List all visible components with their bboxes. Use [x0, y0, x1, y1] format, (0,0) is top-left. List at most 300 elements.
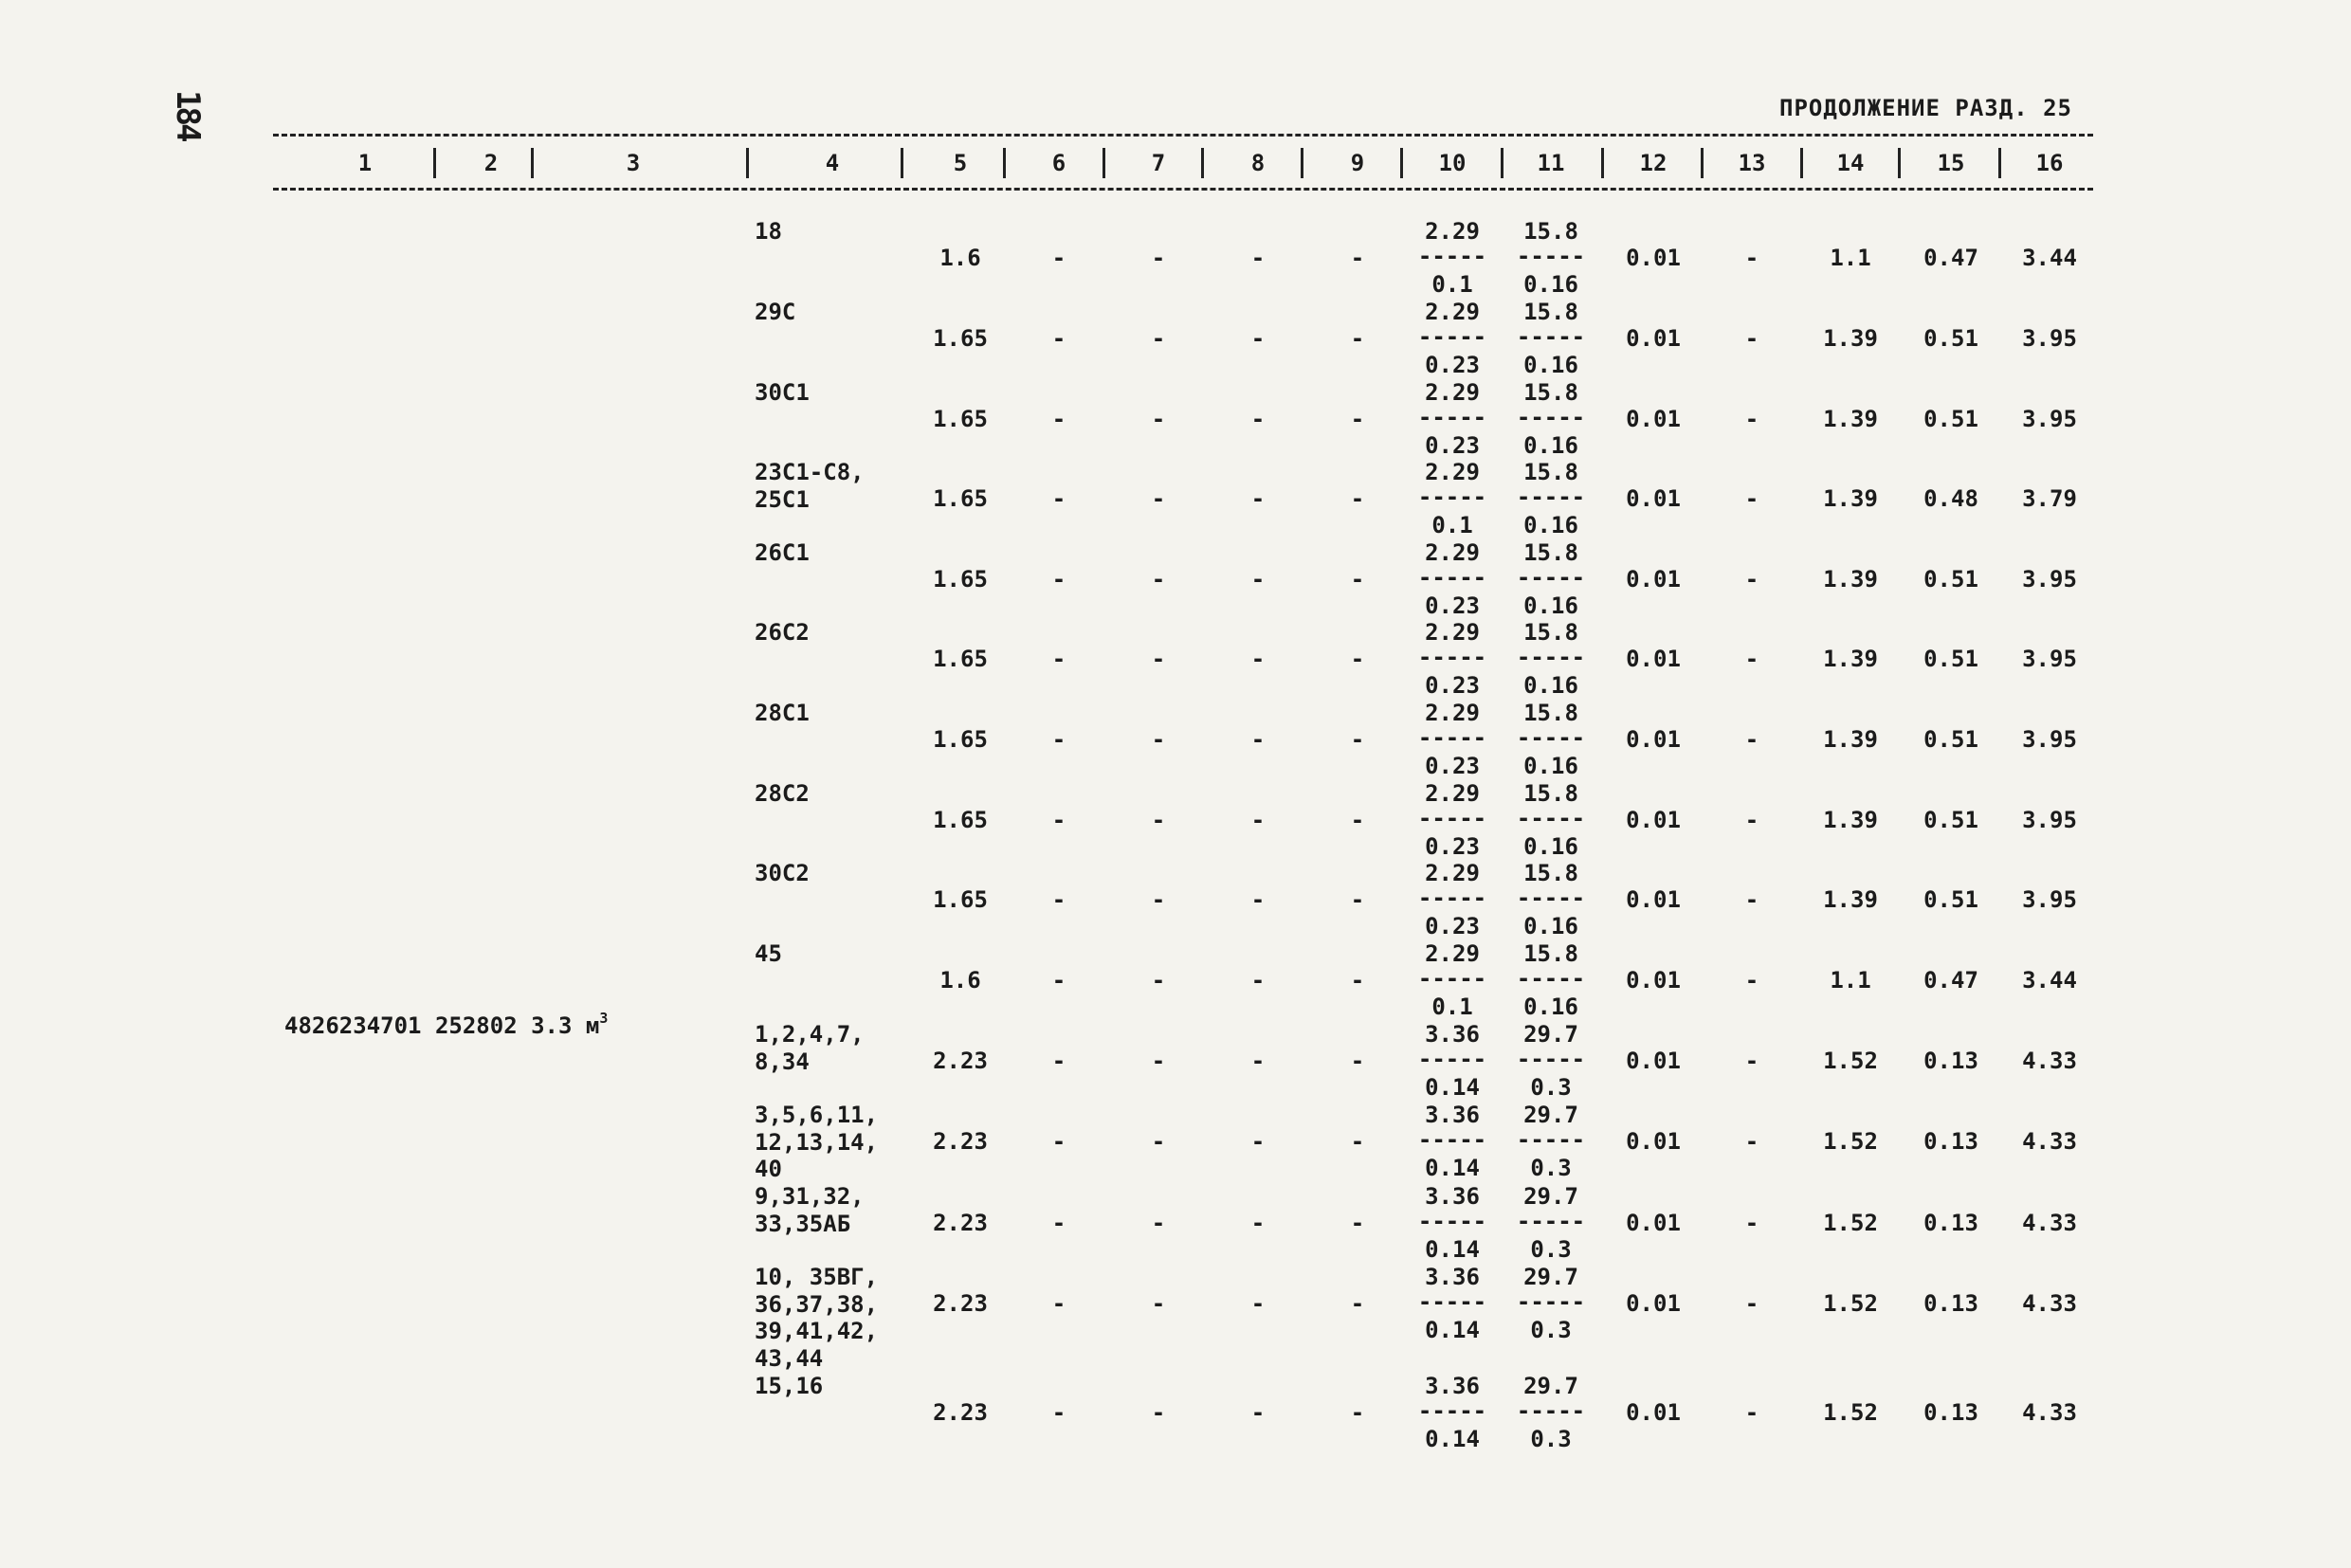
column-separator	[1998, 148, 2001, 178]
column-header-12: 12	[1639, 150, 1668, 176]
cell-col4: 1,2,4,7,	[755, 1021, 865, 1048]
cell-col15: 0.51	[1923, 646, 1978, 672]
cell-col5: 2.23	[933, 1399, 988, 1426]
column-separator	[433, 148, 436, 178]
cell-dash: -	[1250, 967, 1266, 994]
cell-col16: 4.33	[2022, 1399, 2077, 1426]
cell-col11-numerator: 15.8	[1523, 700, 1578, 726]
cell-col11-numerator: 15.8	[1523, 218, 1578, 245]
cell-col15: 0.51	[1923, 726, 1978, 753]
cell-col15: 0.13	[1923, 1399, 1978, 1426]
cell-col4: 3,5,6,11,	[755, 1102, 879, 1128]
cell-col16: 3.95	[2022, 406, 2077, 432]
cell-col10-denominator: 0.1	[1431, 271, 1473, 298]
column-separator	[1701, 148, 1704, 178]
cell-dash: -	[1350, 807, 1365, 833]
cell-dash: -	[1151, 1399, 1166, 1426]
cell-dash: -	[1350, 1399, 1365, 1426]
column-header-15: 15	[1937, 150, 1965, 176]
cell-col14: 1.1	[1830, 967, 1871, 994]
cell-col10-numerator: 2.29	[1425, 940, 1480, 967]
cell-col13: -	[1744, 1399, 1759, 1426]
cell-col4: 15,16	[755, 1373, 824, 1399]
cell-col12: 0.01	[1626, 1210, 1681, 1236]
cell-dash: -	[1250, 1128, 1266, 1155]
cell-dash: -	[1151, 406, 1166, 432]
cell-dash: -	[1151, 886, 1166, 913]
cell-col4: 12,13,14,	[755, 1128, 879, 1156]
column-separator	[1601, 148, 1604, 178]
cell-col13: -	[1744, 1048, 1759, 1074]
cell-col5: 1.65	[933, 807, 988, 833]
cell-col16: 3.95	[2022, 325, 2077, 352]
cell-col14: 1.39	[1823, 646, 1878, 672]
column-header-5: 5	[953, 150, 968, 176]
cell-col11-denominator: 0.3	[1530, 1074, 1572, 1101]
cell-col4: 18	[755, 218, 782, 245]
column-header-2: 2	[483, 150, 499, 176]
cell-col4: 40	[755, 1156, 782, 1182]
cell-col11-denominator: 0.16	[1523, 271, 1578, 298]
cell-col12: 0.01	[1626, 1128, 1681, 1155]
cell-col13: -	[1744, 886, 1759, 913]
cell-col11-numerator: 29.7	[1523, 1264, 1578, 1290]
fraction-line: -----	[1417, 805, 1487, 831]
cell-col10-numerator: 2.29	[1425, 539, 1480, 566]
cell-col4: 30С2	[755, 860, 810, 886]
cell-col10-numerator: 2.29	[1425, 218, 1480, 245]
cell-col12: 0.01	[1626, 485, 1681, 512]
cell-dash: -	[1051, 807, 1066, 833]
cell-col5: 1.65	[933, 726, 988, 753]
cell-col10-denominator: 0.14	[1425, 1317, 1480, 1343]
cell-col13: -	[1744, 1210, 1759, 1236]
cell-col10-numerator: 2.29	[1425, 459, 1480, 485]
cell-col15: 0.13	[1923, 1210, 1978, 1236]
column-header-16: 16	[2035, 150, 2064, 176]
fraction-line: -----	[1417, 1208, 1487, 1234]
cell-col4: 45	[755, 940, 782, 967]
fraction-line: -----	[1516, 483, 1586, 510]
cell-col10-denominator: 0.1	[1431, 512, 1473, 538]
column-separator	[1400, 148, 1403, 178]
cell-col13: -	[1744, 406, 1759, 432]
fraction-line: -----	[1417, 1046, 1487, 1072]
cell-col10-denominator: 0.14	[1425, 1074, 1480, 1101]
cell-col14: 1.39	[1823, 726, 1878, 753]
cell-col16: 3.95	[2022, 726, 2077, 753]
cell-col13: -	[1744, 1290, 1759, 1317]
cell-col15: 0.13	[1923, 1290, 1978, 1317]
cell-col16: 3.95	[2022, 807, 2077, 833]
column-header-13: 13	[1738, 150, 1766, 176]
cell-col11-denominator: 0.3	[1530, 1236, 1572, 1263]
column-header-10: 10	[1438, 150, 1467, 176]
cell-dash: -	[1350, 245, 1365, 271]
column-header-14: 14	[1836, 150, 1865, 176]
cell-col10-denominator: 0.23	[1425, 753, 1480, 779]
fraction-line: -----	[1417, 404, 1487, 430]
cell-col14: 1.39	[1823, 485, 1878, 512]
cell-dash: -	[1350, 886, 1365, 913]
cell-col12: 0.01	[1626, 566, 1681, 593]
column-header-4: 4	[825, 150, 840, 176]
cell-col10-numerator: 3.36	[1425, 1021, 1480, 1048]
column-header-9: 9	[1350, 150, 1365, 176]
cell-dash: -	[1151, 1290, 1166, 1317]
cell-col11-numerator: 15.8	[1523, 299, 1578, 325]
cell-col15: 0.48	[1923, 485, 1978, 512]
cell-dash: -	[1151, 646, 1166, 672]
cell-col12: 0.01	[1626, 325, 1681, 352]
cell-col5: 1.65	[933, 325, 988, 352]
cell-dash: -	[1051, 566, 1066, 593]
cell-dash: -	[1151, 1128, 1166, 1155]
cell-col12: 0.01	[1626, 886, 1681, 913]
cell-col15: 0.51	[1923, 325, 1978, 352]
cell-dash: -	[1350, 967, 1365, 994]
cell-col4: 36,37,38,	[755, 1290, 879, 1318]
cell-col4: 23С1-С8,	[755, 459, 865, 485]
cell-col16: 3.95	[2022, 646, 2077, 672]
fraction-line: -----	[1516, 1126, 1586, 1153]
cell-col10-numerator: 2.29	[1425, 619, 1480, 646]
cell-col4: 30С1	[755, 379, 810, 406]
header-rule-top	[273, 134, 2093, 137]
page-number: 184	[169, 90, 207, 140]
cell-dash: -	[1051, 1290, 1066, 1317]
cell-col12: 0.01	[1626, 967, 1681, 994]
cell-col11-numerator: 29.7	[1523, 1021, 1578, 1048]
cell-col11-numerator: 29.7	[1523, 1102, 1578, 1128]
cell-col13: -	[1744, 566, 1759, 593]
cell-col10-numerator: 2.29	[1425, 700, 1480, 726]
cell-dash: -	[1051, 1399, 1066, 1426]
cell-col12: 0.01	[1626, 1048, 1681, 1074]
cell-col4: 29С	[755, 299, 796, 325]
cell-dash: -	[1151, 485, 1166, 512]
cell-col14: 1.52	[1823, 1399, 1878, 1426]
cell-col16: 3.79	[2022, 485, 2077, 512]
cell-col15: 0.51	[1923, 406, 1978, 432]
cell-dash: -	[1151, 325, 1166, 352]
cell-col5: 2.23	[933, 1210, 988, 1236]
cell-col12: 0.01	[1626, 807, 1681, 833]
cell-dash: -	[1250, 886, 1266, 913]
column-header-1: 1	[357, 150, 373, 176]
cell-col13: -	[1744, 726, 1759, 753]
cell-col11-numerator: 15.8	[1523, 379, 1578, 406]
fraction-line: -----	[1516, 1397, 1586, 1424]
fraction-line: -----	[1516, 965, 1586, 992]
cell-col4: 25С1	[755, 485, 810, 513]
cell-col13: -	[1744, 325, 1759, 352]
cell-col11-denominator: 0.16	[1523, 994, 1578, 1020]
cell-dash: -	[1350, 566, 1365, 593]
column-header-11: 11	[1537, 150, 1565, 176]
cell-col14: 1.52	[1823, 1048, 1878, 1074]
cell-dash: -	[1051, 245, 1066, 271]
cell-col16: 4.33	[2022, 1128, 2077, 1155]
fraction-line: -----	[1516, 564, 1586, 591]
cell-col5: 1.6	[939, 967, 981, 994]
cell-col11-denominator: 0.16	[1523, 512, 1578, 538]
cell-dash: -	[1051, 1210, 1066, 1236]
fraction-line: -----	[1417, 564, 1487, 591]
cell-col10-denominator: 0.23	[1425, 352, 1480, 378]
column-separator	[1301, 148, 1303, 178]
cell-dash: -	[1151, 1210, 1166, 1236]
cell-col12: 0.01	[1626, 646, 1681, 672]
cell-col14: 1.1	[1830, 245, 1871, 271]
cell-dash: -	[1350, 1210, 1365, 1236]
cell-col13: -	[1744, 1128, 1759, 1155]
cell-dash: -	[1151, 566, 1166, 593]
cell-col13: -	[1744, 967, 1759, 994]
cell-col16: 3.44	[2022, 245, 2077, 271]
column-separator	[1003, 148, 1006, 178]
cell-col5: 2.23	[933, 1290, 988, 1317]
fraction-line: -----	[1417, 644, 1487, 670]
cell-dash: -	[1051, 485, 1066, 512]
cell-col11-denominator: 0.16	[1523, 672, 1578, 699]
cell-col5: 1.65	[933, 566, 988, 593]
cell-col10-numerator: 2.29	[1425, 379, 1480, 406]
cell-dash: -	[1350, 726, 1365, 753]
cell-col5: 1.6	[939, 245, 981, 271]
cell-col11-numerator: 15.8	[1523, 780, 1578, 807]
cell-col12: 0.01	[1626, 1290, 1681, 1317]
cell-col14: 1.52	[1823, 1290, 1878, 1317]
cell-col12: 0.01	[1626, 1399, 1681, 1426]
cell-col13: -	[1744, 807, 1759, 833]
cell-col11-numerator: 15.8	[1523, 619, 1578, 646]
cell-col13: -	[1744, 245, 1759, 271]
cell-col10-denominator: 0.23	[1425, 833, 1480, 860]
header-rule-bottom	[273, 188, 2093, 191]
cell-col10-numerator: 2.29	[1425, 860, 1480, 886]
cell-col16: 4.33	[2022, 1210, 2077, 1236]
cell-col11-denominator: 0.3	[1530, 1317, 1572, 1343]
cell-dash: -	[1151, 967, 1166, 994]
column-separator	[1103, 148, 1105, 178]
cell-col16: 3.95	[2022, 566, 2077, 593]
cell-col11-denominator: 0.16	[1523, 753, 1578, 779]
cell-dash: -	[1250, 646, 1266, 672]
cell-col10-numerator: 3.36	[1425, 1373, 1480, 1399]
item-code: 4826234701 252802 3.3 $м^3$	[284, 1010, 609, 1039]
cell-col4: 26С2	[755, 619, 810, 646]
fraction-line: -----	[1417, 1397, 1487, 1424]
cell-dash: -	[1250, 566, 1266, 593]
cell-col15: 0.51	[1923, 886, 1978, 913]
cell-col14: 1.39	[1823, 566, 1878, 593]
cell-col5: 1.65	[933, 646, 988, 672]
cell-col4: 33,35АБ	[755, 1210, 851, 1237]
cell-dash: -	[1350, 485, 1365, 512]
cell-dash: -	[1151, 807, 1166, 833]
cell-col14: 1.52	[1823, 1128, 1878, 1155]
cell-dash: -	[1250, 726, 1266, 753]
cell-dash: -	[1250, 1210, 1266, 1236]
cell-col14: 1.39	[1823, 886, 1878, 913]
fraction-line: -----	[1417, 1288, 1487, 1315]
cell-dash: -	[1250, 1290, 1266, 1317]
cell-col10-denominator: 0.14	[1425, 1426, 1480, 1452]
cell-dash: -	[1350, 646, 1365, 672]
unit-superscript: 3	[599, 1010, 609, 1027]
cell-col15: 0.47	[1923, 245, 1978, 271]
cell-dash: -	[1051, 406, 1066, 432]
fraction-line: -----	[1516, 243, 1586, 269]
cell-col10-numerator: 2.29	[1425, 780, 1480, 807]
cell-col10-denominator: 0.23	[1425, 432, 1480, 459]
column-separator	[746, 148, 749, 178]
cell-dash: -	[1250, 406, 1266, 432]
cell-col15: 0.51	[1923, 807, 1978, 833]
cell-col4: 10, 35ВГ,	[755, 1264, 879, 1290]
cell-dash: -	[1350, 1128, 1365, 1155]
cell-col11-denominator: 0.16	[1523, 833, 1578, 860]
cell-col10-denominator: 0.14	[1425, 1155, 1480, 1181]
column-header-3: 3	[626, 150, 641, 176]
cell-col11-denominator: 0.3	[1530, 1426, 1572, 1452]
cell-dash: -	[1250, 245, 1266, 271]
cell-dash: -	[1051, 886, 1066, 913]
fraction-line: -----	[1417, 884, 1487, 911]
column-header-7: 7	[1151, 150, 1166, 176]
cell-col15: 0.13	[1923, 1048, 1978, 1074]
cell-col10-denominator: 0.23	[1425, 672, 1480, 699]
cell-col13: -	[1744, 646, 1759, 672]
cell-col10-numerator: 3.36	[1425, 1102, 1480, 1128]
cell-col5: 1.65	[933, 485, 988, 512]
cell-dash: -	[1250, 1399, 1266, 1426]
column-header-6: 6	[1051, 150, 1066, 176]
cell-col4: 28С2	[755, 780, 810, 807]
cell-dash: -	[1350, 406, 1365, 432]
cell-col10-numerator: 2.29	[1425, 299, 1480, 325]
cell-col11-numerator: 15.8	[1523, 860, 1578, 886]
cell-dash: -	[1350, 1290, 1365, 1317]
cell-col11-denominator: 0.16	[1523, 593, 1578, 619]
cell-col5: 1.65	[933, 406, 988, 432]
cell-col11-denominator: 0.16	[1523, 352, 1578, 378]
fraction-line: -----	[1417, 483, 1487, 510]
fraction-line: -----	[1417, 243, 1487, 269]
cell-col14: 1.39	[1823, 406, 1878, 432]
column-separator	[1800, 148, 1803, 178]
cell-col10-denominator: 0.14	[1425, 1236, 1480, 1263]
cell-col12: 0.01	[1626, 245, 1681, 271]
column-separator	[531, 148, 534, 178]
fraction-line: -----	[1417, 323, 1487, 350]
cell-col11-numerator: 29.7	[1523, 1183, 1578, 1210]
cell-col14: 1.52	[1823, 1210, 1878, 1236]
cell-dash: -	[1051, 646, 1066, 672]
column-header-8: 8	[1250, 150, 1266, 176]
cell-col11-denominator: 0.3	[1530, 1155, 1572, 1181]
cell-col11-numerator: 15.8	[1523, 539, 1578, 566]
column-separator	[901, 148, 903, 178]
column-separator	[1898, 148, 1901, 178]
column-separator	[1201, 148, 1204, 178]
cell-col10-denominator: 0.1	[1431, 994, 1473, 1020]
fraction-line: -----	[1516, 404, 1586, 430]
cell-dash: -	[1250, 485, 1266, 512]
cell-col4: 28С1	[755, 700, 810, 726]
fraction-line: -----	[1516, 1046, 1586, 1072]
fraction-line: -----	[1516, 884, 1586, 911]
cell-col11-numerator: 15.8	[1523, 940, 1578, 967]
cell-dash: -	[1051, 1048, 1066, 1074]
cell-col16: 4.33	[2022, 1048, 2077, 1074]
cell-col10-denominator: 0.23	[1425, 593, 1480, 619]
cell-col14: 1.39	[1823, 325, 1878, 352]
cell-col13: -	[1744, 485, 1759, 512]
cell-col15: 0.13	[1923, 1128, 1978, 1155]
cell-col4: 39,41,42,	[755, 1318, 879, 1344]
cell-dash: -	[1350, 325, 1365, 352]
fraction-line: -----	[1417, 724, 1487, 751]
section-title: ПРОДОЛЖЕНИЕ РАЗД. 25	[1779, 95, 2072, 121]
column-separator	[1501, 148, 1504, 178]
cell-col12: 0.01	[1626, 406, 1681, 432]
cell-dash: -	[1051, 325, 1066, 352]
cell-col15: 0.47	[1923, 967, 1978, 994]
cell-dash: -	[1250, 807, 1266, 833]
cell-col16: 3.44	[2022, 967, 2077, 994]
cell-col11-denominator: 0.16	[1523, 432, 1578, 459]
cell-dash: -	[1151, 245, 1166, 271]
cell-col12: 0.01	[1626, 726, 1681, 753]
cell-dash: -	[1151, 726, 1166, 753]
fraction-line: -----	[1516, 1288, 1586, 1315]
cell-dash: -	[1051, 726, 1066, 753]
fraction-line: -----	[1516, 805, 1586, 831]
cell-col11-numerator: 29.7	[1523, 1373, 1578, 1399]
cell-col4: 43,44	[755, 1344, 824, 1372]
cell-col16: 4.33	[2022, 1290, 2077, 1317]
fraction-line: -----	[1516, 1208, 1586, 1234]
cell-dash: -	[1151, 1048, 1166, 1074]
cell-col4: 9,31,32,	[755, 1183, 865, 1210]
fraction-line: -----	[1516, 724, 1586, 751]
cell-col14: 1.39	[1823, 807, 1878, 833]
cell-dash: -	[1350, 1048, 1365, 1074]
cell-col4: 26С1	[755, 539, 810, 566]
cell-col11-numerator: 15.8	[1523, 459, 1578, 485]
cell-col5: 2.23	[933, 1128, 988, 1155]
cell-col11-denominator: 0.16	[1523, 913, 1578, 939]
cell-col5: 2.23	[933, 1048, 988, 1074]
cell-dash: -	[1051, 967, 1066, 994]
cell-col10-numerator: 3.36	[1425, 1264, 1480, 1290]
fraction-line: -----	[1516, 644, 1586, 670]
cell-dash: -	[1250, 325, 1266, 352]
fraction-line: -----	[1417, 965, 1487, 992]
cell-col4: 8,34	[755, 1048, 810, 1075]
cell-col15: 0.51	[1923, 566, 1978, 593]
cell-col10-numerator: 3.36	[1425, 1183, 1480, 1210]
cell-col5: 1.65	[933, 886, 988, 913]
fraction-line: -----	[1417, 1126, 1487, 1153]
cell-dash: -	[1051, 1128, 1066, 1155]
cell-col16: 3.95	[2022, 886, 2077, 913]
cell-col10-denominator: 0.23	[1425, 913, 1480, 939]
cell-dash: -	[1250, 1048, 1266, 1074]
fraction-line: -----	[1516, 323, 1586, 350]
